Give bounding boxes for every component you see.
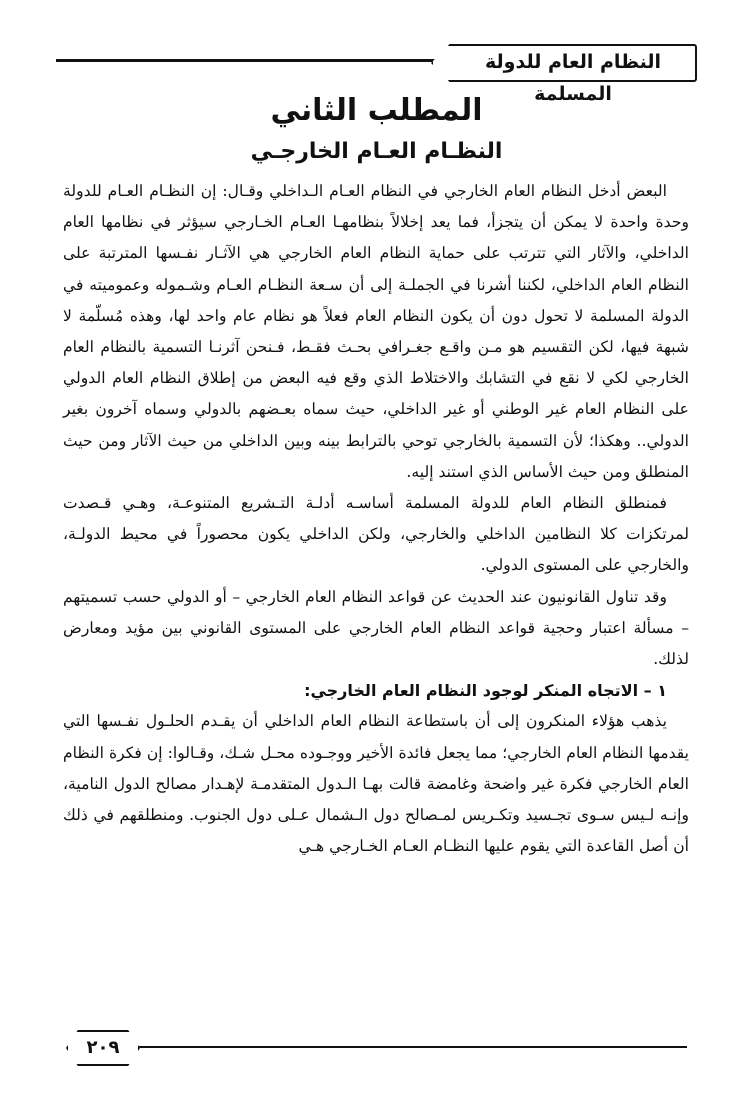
subsection-heading: ١ – الاتجاه المنكر لوجود النظام العام الخارجي: (304, 681, 667, 701)
paragraph-2: فمنطلق النظام العام للدولة المسلمة أساسـه أدلـة التـشريع المتنوعـة، وهـي قـصدت لمرتكزات كلا النظامين الداخلي والخارجي، ولكن الداخلي يكون محصوراً في محيط الدولـة، والخارجي على المستوى الدولي. (63, 494, 689, 575)
paragraph-1: البعض أدخل النظام العام الخارجي في النظام العـام الـداخلي وقـال: إن النظـام العـام للدولة وحدة واحدة لا يمكن أن يتجزأ، فما يعد إخلالاً بنظامهـا العـام الخـارجي سيؤثر في نظامها العام الداخلي، والآثار التي تترتب على حماية النظام العام الخارجي هي الآثـار نفـسها المترتبة على النظام العام الداخلي، لكننا أشرنا في الجملـة إلى أن سـعة النظـام العـام وشـموله وعموميته في الدولة المسلمة لا تحول دون أن يكون النظام العام فعلاً هو نظام عام واحد لها، وهذه مُسلّمة لا شبهة فيها، لكن التقسيم هو مـن واقـع جغـرافي بحـث فقـط، فـنحن آثرنـا التسمية بالنظام العام الخارجي لكي لا نقع في التشابك والاختلاط الذي وقع فيه البعض من إطلاق النظام العام الدولي على النظام العام غير الوطني أو غير الداخلي، حيث سماه بعـضهم بالدولي وسماه آخرون بغير الدولي.. وهكذا؛ لأن التسمية بالخارجي توحي بالترابط بينه وبين الداخلي من حيث الآثار ومن حيث المنطلق ومن حيث الأساس الذي استند إليه. (63, 182, 689, 481)
running-header (56, 28, 697, 105)
page-footer (66, 1028, 687, 1068)
paragraph-4: يذهب هؤلاء المنكرون إلى أن باستطاعة النظام العام الداخلي أن يقـدم الحلـول نفـسها التي يقدمها النظام العام الخارجي؛ مما يجعل فائدة الأخير ووجـوده محـل شـك، وقـالوا: إن فكرة النظام العام الخارجي فكرة غير واضحة وغامضة قالت بهـا الـدول المتقدمـة لإهـدار مصالح الدول النامية، وإنـه لـيس سـوى تجـسيد وتكـريس لمـصالح دول الـشمال عـلى دول الجنوب. ومنطلقهم في ذلك أن أصل القاعدة التي يقوم عليها النظـام العـام الخـارجي هـي (63, 712, 689, 856)
footer-rule (128, 1046, 687, 1048)
section-title: المطلب الثاني (270, 93, 483, 128)
page-number: ٢٠٩ (86, 1037, 120, 1058)
paragraph-3: وقد تناول القانونيون عند الحديث عن قواعد النظام العام الخارجي – أو الدولي حسب تسميتهم – مسألة اعتبار وحجية قواعد النظام العام الخارجي على المستوى القانوني بين مؤيد ومعارض لذلك. (63, 587, 689, 669)
section-subtitle: النظـام العـام الخارجـي (250, 139, 503, 164)
running-title: النظام العام للدولة المسلمة (485, 51, 661, 105)
body-text (63, 176, 689, 862)
